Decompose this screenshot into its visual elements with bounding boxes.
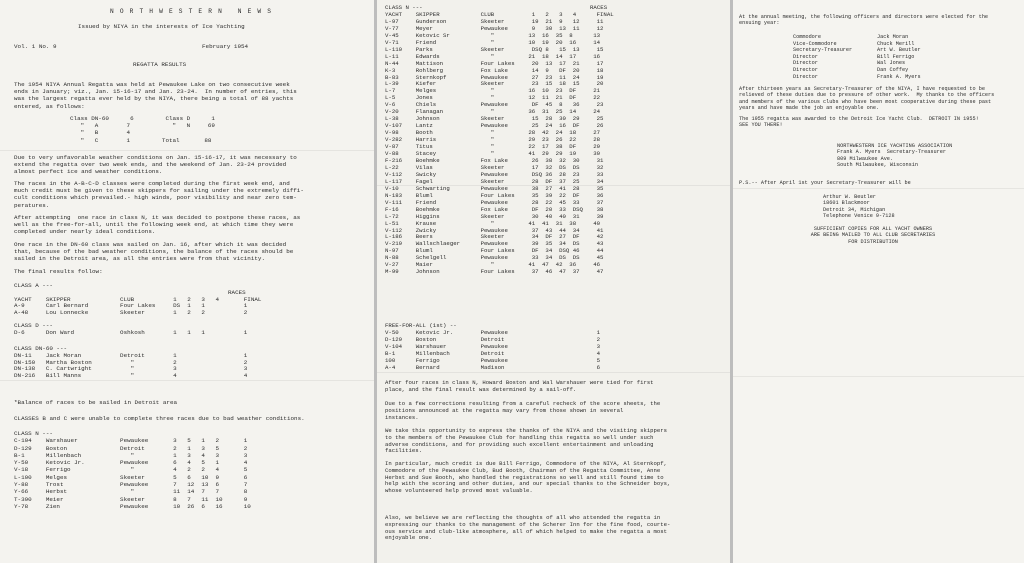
races-header: RACES (228, 288, 246, 296)
class-d-header: CLASS D --- (14, 322, 53, 329)
entries-table: Class DN-60 6 Class D 1 " A 7 " N 69 " B 4 " C 1 Total 88 (70, 115, 215, 144)
newsletter-page-1 (0, 0, 374, 563)
table-row: N-88 Schelgell Pewaukee 33 34 DS DS 45 (385, 254, 604, 262)
table-row: DN-150 Martha Boston " 2 2 (14, 358, 248, 366)
class-d-table (14, 323, 247, 337)
table-row: V-10 Schwarting Pewaukee 38 27 41 28 35 (385, 184, 604, 192)
table-row: L-22 Vilas Skeeter 17 32 DS DS 32 (385, 163, 604, 171)
table-row: 100 Ferrigo Pewaukee 5 (385, 357, 601, 364)
table-row: L-100 Melges Skeeter 5 6 10 9 6 (14, 473, 248, 481)
weather-paragraph: Due to very unfavorable weather conditions on Jan. 15-16-17, it was necessary to extend the regatta over two week ends, and the weekend of Jan. 23-24 provided almost perfect ice and weather conditions. (14, 154, 297, 176)
new-secretary-address: Arthur W. Beutler 18601 Blackmoor Detroit 34, Michigan Telephone Venice 9-7128 (823, 194, 895, 220)
issue-date: February 1954 (202, 43, 249, 50)
intro-paragraph: The 1954 NIYA Annual Regatta was held at Pewaukee Lake on two consecutive week ends in January; viz., Jan. 15-16-17 and Jan. 23-24. In number of entries, this was the largest regatta ever held by the NIYA, there being a total of 88 yachts entered, as follows: (14, 81, 297, 110)
table-column-headers: YACHT SKIPPER CLUB 1 2 3 4 FINAL (385, 10, 614, 18)
free-for-all-header: FREE-FOR-ALL (1st) -- (385, 322, 457, 329)
table-row: F-16 Boehmke Fox Lake DF 20 33 DSQ 38 (385, 205, 604, 213)
officer-row: Director Wal Jones (793, 60, 906, 67)
results-intro: The final results follow: (14, 268, 103, 275)
table-row: D-129 Boston Detroit 2 1 3 5 2 (14, 444, 248, 452)
table-row: L-97 Gunderson Skeeter 19 21 9 12 11 (385, 17, 604, 25)
volume-number: Vol. 1 No. 9 (14, 43, 57, 50)
credits-paragraph: In particular, much credit is due Bill Ferrigo, Commodore of the NIYA, Al Sternkopf, Commodore of the Pewaukee Club, Bud Booth, Chairman of the Regatta Committee, Anne Herbst and Sue Booth, who handled the registrations so well and still found time to help with the scoring and other duties, and our special thanks to the Schneider boys, whose volunteered help proved most valuable. (385, 460, 671, 495)
free-for-all-table (385, 322, 600, 371)
table-row: V-50 Ketovic Jr. Pewaukee 1 (385, 329, 601, 336)
table-row: L-117 Fagel Skeeter 28 DF 37 25 34 (385, 177, 604, 185)
association-signature: NORTHWESTERN ICE YACHTING ASSOCIATION Frank A. Myers Secretary-Treasurer 809 Milwaukee Ave. South Milwaukee, Wisconsin (837, 143, 953, 169)
table-row: D-129 Boston Detroit 2 (385, 336, 601, 343)
tie-paragraph: After four races in class N, Howard Boston and Wal Warshauer were tied for first place, and the final result was determined by a sail-off. (385, 379, 654, 393)
table-row: C-104 Warshauer Pewaukee 3 5 1 2 1 (14, 437, 248, 445)
dn60-note: *Balance of races to be sailed in Detroit area (14, 399, 178, 406)
table-row: V-20 Flanagan " 36 31 25 14 24 (385, 108, 601, 116)
paper-fold (0, 380, 374, 381)
table-row: V-87 Titus " 22 17 38 DF 29 (385, 143, 601, 151)
paper-fold (733, 188, 1024, 189)
table-column-headers: YACHT SKIPPER CLUB 1 2 3 4 FINAL (14, 295, 262, 303)
scherer-inn-paragraph: Also, we believe we are reflecting the thoughts of all who attended the regatta in expressing our thanks to the management of the Scherer Inn for the fine food, courte- ous service and club-like atmosphere, all of which helped to make the regatta a most enjoyable one. (385, 514, 671, 542)
table-row: L-39 Kiefer Skeeter 23 15 18 15 20 (385, 80, 604, 88)
class-a-table (14, 283, 261, 317)
table-row: V-107 Lantz Pewaukee 25 24 16 DF 26 (385, 122, 604, 130)
table-row: V-45 Ketovic Sr " 13 16 35 8 13 (385, 31, 601, 39)
table-row: Y-66 Herbst " 11 14 7 7 8 (14, 488, 248, 496)
newsletter-page-3 (733, 0, 1024, 563)
table-row: N-183 Bluml Four Lakes 35 39 22 DF 36 (385, 191, 604, 199)
officer-row: Vice-Commodore Chuck Merill (793, 40, 915, 47)
table-row: V-282 Harris " 29 23 26 22 28 (385, 136, 601, 144)
classes-bc-note: CLASSES B and C were unable to complete three races due to bad weather conditions. (14, 415, 305, 422)
table-row: A-48 Lou Lonnecke Skeeter 1 2 2 2 (14, 309, 248, 317)
corrections-paragraph: Due to a few corrections resulting from a careful recheck of the score sheets, the positions announced at the regatta may vary from those shown in several instances. (385, 400, 661, 421)
table-row: T-390 Meier Skeeter 8 7 11 10 9 (14, 495, 248, 503)
distribution-note: SUFFICIENT COPIES FOR ALL YACHT OWNERS ARE BEING MAILED TO ALL CLUB SECRETARIES FOR DISTRIBUTION (810, 226, 936, 245)
table-row: K-3 Rohlberg Fox Lake 14 9 DF 20 18 (385, 66, 604, 74)
table-row: V-112 Swicky Pewaukee DSQ 36 28 23 33 (385, 170, 604, 178)
page-title: REGATTA RESULTS (133, 61, 187, 68)
table-row: L-5 Jones " 12 11 21 DF 22 (385, 94, 601, 102)
table-row: DN-216 Bill Manns " 4 4 (14, 372, 248, 380)
table-row: Y-50 Ketovic Jr. Pewaukee 6 4 5 1 4 (14, 459, 248, 467)
class-n-table-part1 (14, 430, 251, 510)
table-row: A-4 Bernard Madison 6 (385, 364, 601, 371)
class-a-header: CLASS A --- (14, 282, 53, 289)
class-n-header: CLASS N --- (14, 430, 53, 437)
officers-list (793, 34, 921, 80)
table-row: L-186 Beers Skeeter 34 DF 27 DF 42 (385, 233, 604, 241)
table-row: N-97 Bluml Four Lakes DF 34 DSQ 46 44 (385, 247, 604, 255)
newsletter-page-2 (377, 0, 730, 563)
table-row: D-6 Don Ward Oshkosh 1 1 1 1 (14, 328, 248, 336)
table-row: DN-138 C. Cartwright " 3 3 (14, 365, 248, 373)
table-row: V-6 Chiels Pewaukee DF 45 8 36 23 (385, 101, 604, 109)
table-row: V-88 Stacey " 41 29 29 19 30 (385, 150, 601, 158)
table-row: V-77 Meyer Pewaukee 9 30 13 11 12 (385, 24, 604, 32)
table-row: V-98 Booth " 28 42 24 18 27 (385, 129, 601, 137)
issued-by: Issued by NIYA in the interests of Ice Yachting (78, 23, 245, 30)
officer-row: Director Dan Coffey (793, 66, 909, 73)
table-row: V-104 Warshauer Pewaukee 3 (385, 343, 601, 350)
annual-meeting-paragraph: At the annual meeting, the following officers and directors were elected for the ensuing year: (739, 14, 989, 27)
table-row: L-38 Johnson Skeeter 15 28 30 29 25 (385, 115, 604, 123)
table-row: V-112 Zwicky Pewaukee 37 43 44 34 41 (385, 226, 604, 234)
table-row: DN-11 Jack Moran Detroit 1 1 (14, 351, 248, 359)
paper-fold (0, 150, 374, 151)
table-row: Y-78 Zien Pewaukee 10 26 6 16 10 (14, 502, 251, 510)
class-n-table-part2 (385, 5, 614, 276)
officer-row: Director Frank A. Myers (793, 73, 921, 80)
officer-row: Director Bill Ferrigo (793, 53, 915, 60)
table-row: V-219 Wallschlaeger Pewaukee 39 35 34 DS 43 (385, 240, 604, 248)
table-row: V-18 Ferrigo " 4 2 2 4 5 (14, 466, 248, 474)
races-header: RACES (590, 4, 608, 11)
table-row: N-44 Mattison Four Lakes 20 13 17 21 17 (385, 59, 604, 67)
officer-row: Commodore Jack Moran (793, 34, 909, 40)
thanks-paragraph: We take this opportunity to express the thanks of the NIYA and the visiting skippers to the members of the Pewaukee Club for handling this regatta so well under such adverse conditions, and for providing such excellent entertainment and unloading facilities. (385, 427, 667, 455)
table-row: Y-88 Trost Pewaukee 7 12 13 6 7 (14, 481, 248, 489)
class-dn60-table (14, 346, 247, 380)
paper-fold (377, 372, 730, 373)
regatta-1955-paragraph: The 1955 regatta was awarded to the Detroit Ice Yacht Club. DETROIT IN 1955! SEE YOU THERE! (739, 116, 979, 129)
table-row: V-71 Friend " 10 19 20 16 14 (385, 38, 601, 46)
table-row: B-1 Millenbach " 1 3 4 3 3 (14, 451, 248, 459)
table-row: M-99 Johnson Four Lakes 37 46 47 37 47 (385, 268, 604, 276)
table-row: F-216 Boehmke Fox Lake 26 38 32 30 31 (385, 156, 604, 164)
table-row: L-72 Higgins Skeeter 30 40 40 31 39 (385, 212, 604, 220)
class-dn60-header: CLASS DN-60 --- (14, 345, 68, 352)
dn60-paragraph: One race in the DN-60 class was sailed on Jan. 16, after which it was decided that, because of the bad weather conditions, the balance of the races should be sailed in the Detroit area, as all the entries were from that vicinity. (14, 241, 294, 263)
table-row: V-111 Friend Pewaukee 28 22 45 33 37 (385, 198, 604, 206)
table-row: L-11 Edwards " 21 18 14 17 16 (385, 52, 601, 60)
paper-fold (733, 376, 1024, 377)
class-n-header: CLASS N --- (385, 4, 423, 11)
table-row: L-51 Krause " 41 41 31 38 40 (385, 219, 601, 227)
secretary-paragraph: After thirteen years as Secretary-Treasurer of the NIYA, I have requested to be relieved of these duties due to pressure of other work. My thanks to the officers and members of the various clubs who have been most cooperative during these past years and have made the job an enjoyable one. (739, 86, 995, 112)
postpone-paragraph: After attempting one race in class N, it was decided to postpone these races, as well as the free-for-all, until the following week end, at which time they were completed under nearly ideal conditions. (14, 214, 301, 236)
table-row: L-110 Parks Skeeter DSQ 8 15 13 15 (385, 45, 604, 53)
table-row: B-1 Millenbach Detroit 4 (385, 350, 601, 357)
classes-paragraph: The races in the A-B-C-D classes were completed during the first week end, and much credit must be given to these skippers for sailing under the extremely diffi- cult conditions which prevailed.- high winds, poor visibility and near zero tem- peratures. (14, 180, 304, 209)
masthead: N O R T H W E S T E R N N E W S (110, 8, 273, 15)
officer-row: Secretary-Treasurer Art W. Beutler (793, 47, 921, 54)
table-row: L-7 Melges " 16 10 23 DF 21 (385, 87, 601, 95)
table-row: V-27 Maier " 41 47 42 36 46 (385, 261, 601, 269)
table-row: A-9 Carl Bernard Four Lakes DS 1 1 1 (14, 302, 248, 310)
postscript: P.S.-- After April 1st your Secretary-Treasurer will be (739, 180, 911, 186)
table-row: B-83 Sternkopf Pewaukee 27 23 11 24 19 (385, 73, 604, 81)
